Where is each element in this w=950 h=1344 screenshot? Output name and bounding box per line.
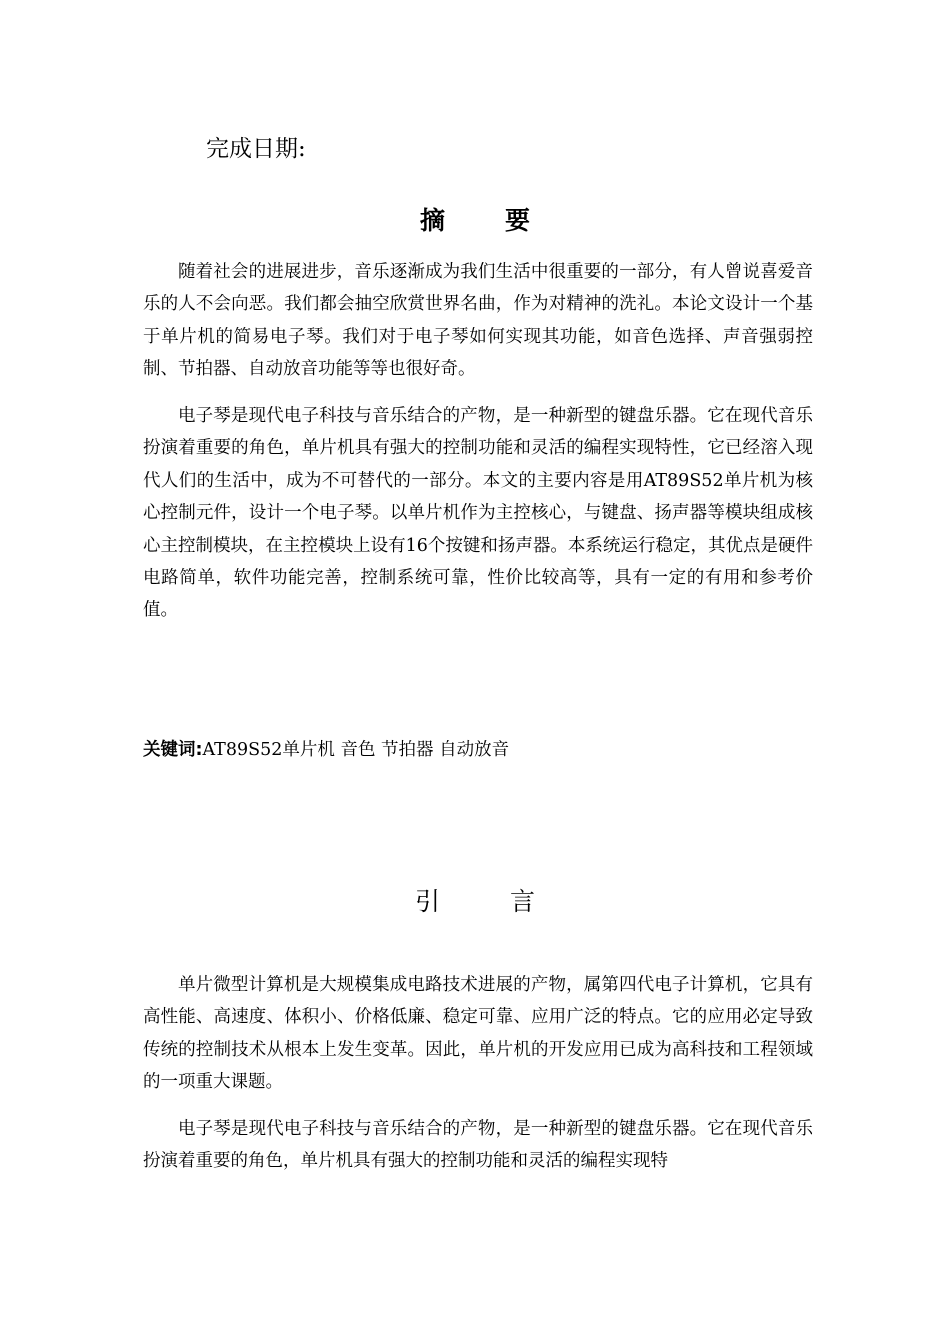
introduction-heading: 引 言: [414, 887, 558, 916]
abstract-paragraph-2: 电子琴是现代电子科技与音乐结合的产物，是一种新型的键盘乐器。它在现代音乐扮演着重要的角色，单片机具有强大的控制功能和灵活的编程实现特性，它已经溶入现代人们的生活中，成为不可替代的一部分。本文的主要内容是用AT89S52单片机为核心控制元件，设计一个电子琴。以单片机作为主控核心，与键盘、扬声器等模块组成核心主控制模块，在主控模块上设有16个按键和扬声器。本系统运行稳定，其优点是硬件电路简单，软件功能完善，控制系统可靠，性价比较高等，具有一定的有用和参考价值。: [143, 406, 813, 621]
introduction-paragraph-2: 电子琴是现代电子科技与音乐结合的产物，是一种新型的键盘乐器。它在现代音乐扮演着重要的角色，单片机具有强大的控制功能和灵活的编程实现特: [143, 1119, 813, 1172]
abstract-heading: 摘 要: [419, 206, 548, 235]
keywords-text: AT89S52单片机 音色 节拍器 自动放音: [202, 740, 510, 760]
introduction-paragraph-1: 单片微型计算机是大规模集成电路技术进展的产物，属第四代电子计算机，它具有高性能、高速度、体积小、价格低廉、稳定可靠、应用广泛的特点。它的应用必定导致传统的控制技术从根本上发生变革。因此，单片机的开发应用已成为高科技和工程领域的一项重大课题。: [143, 975, 813, 1093]
abstract-paragraph-1: 随着社会的进展进步，音乐逐渐成为我们生活中很重要的一部分，有人曾说喜爱音乐的人不会向恶。我们都会抽空欣赏世界名曲，作为对精神的洗礼。本论文设计一个基于单片机的简易电子琴。我们对于电子琴如何实现其功能，如音色选择、声音强弱控制、节拍器、自动放音功能等等也很好奇。: [143, 262, 813, 380]
completion-date-label: 完成日期:: [206, 136, 306, 162]
keywords-label: 关键词:: [143, 740, 203, 760]
